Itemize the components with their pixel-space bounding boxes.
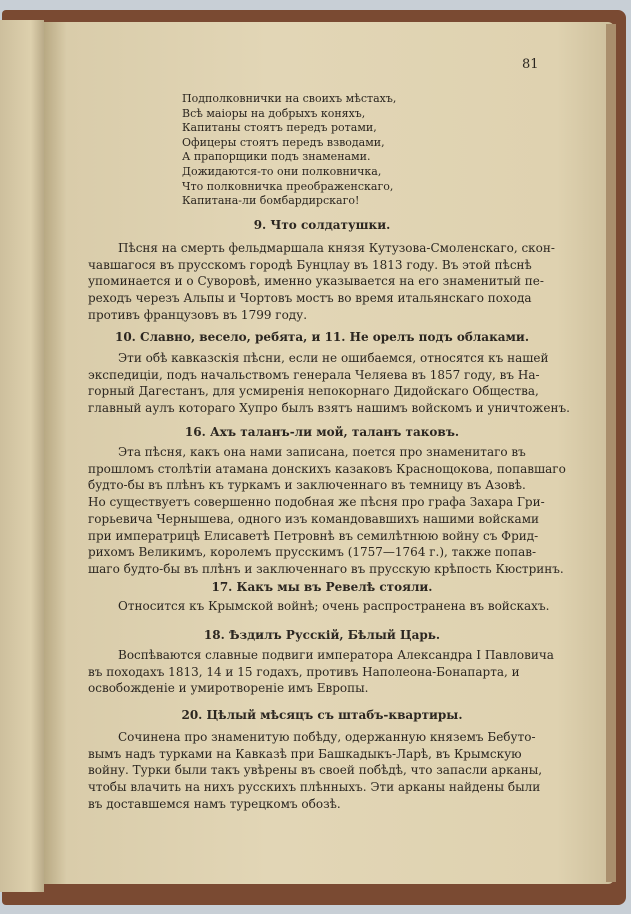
text-line: шаго будто-бы въ плѣнъ и заключеннаго въ прусскую крѣпость Кюстринъ. — [88, 561, 564, 576]
text-line: войну. Турки были такъ увѣрены въ своей побѣдѣ, что запасли арканы, — [88, 763, 543, 778]
left-page-edge — [0, 20, 44, 892]
text-line: реходъ черезъ Альпы и Чортовъ мостъ во время итальянскаго похода — [88, 291, 532, 306]
verse-line: Подполковнички на своихъ мѣстахъ, — [182, 92, 397, 105]
section-heading: 9. Что солдатушки. — [253, 218, 391, 232]
page-number: 81 — [522, 57, 539, 72]
text-line: главный аулъ котораго Хупро былъ взятъ нашимъ войскомъ и уничтоженъ. — [88, 401, 570, 416]
text-line: вымъ надъ турками на Кавказѣ при Башкадыкъ-Ларѣ, въ Крымскую — [88, 746, 522, 761]
text-line: Но существуетъ совершенно подобная же пѣсня про графа Захара Гри- — [88, 495, 545, 510]
text-line: въ походахъ 1813, 14 и 15 годахъ, противъ Наполеона-Бонапарта, и — [88, 664, 520, 679]
text-line: экспедиціи, подъ начальствомъ генерала Челяева въ 1857 году, въ На- — [88, 367, 540, 382]
section-heading: 16. Ахъ таланъ-ли мой, таланъ таковъ. — [184, 425, 460, 439]
text-line: въ доставшемся намъ турецкомъ обозѣ. — [88, 796, 341, 811]
section-paragraph — [88, 598, 556, 615]
text-line: будто-бы въ плѣнъ къ туркамъ и заключеннаго въ темницу въ Азовѣ. — [88, 478, 526, 493]
section-paragraph — [88, 729, 556, 813]
verse-line: Дожидаются-то они полковничка, — [182, 164, 382, 178]
verse-line: Капитана-ли бомбардирскаго! — [182, 194, 360, 208]
text-line: горьевича Чернышева, одного изъ командовавшихъ нашими войсками — [88, 511, 540, 526]
text-line: рихомъ Великимъ, королемъ прусскимъ (1757—1764 г.), также попав- — [88, 545, 537, 560]
text-line: Относится къ Крымской войнѣ; очень распространена въ войскахъ. — [118, 599, 550, 613]
section-heading: 10. Славно, весело, ребята, и 11. Не орелъ подъ облаками. — [114, 330, 530, 344]
verse-block — [182, 92, 482, 209]
text-line: прошломъ столѣтіи атамана донскихъ казаковъ Краснощокова, попавшаго — [88, 461, 566, 476]
text-line: Эти обѣ кавказскія пѣсни, если не ошибаемся, относятся къ нашей — [118, 351, 549, 365]
section-paragraph — [88, 444, 566, 578]
text-line: освобожденіе и умиротвореніе имъ Европы. — [88, 681, 369, 696]
verse-line: Что полковничка преображенскаго, — [182, 179, 394, 193]
text-line: чтобы влачить на нихъ русскихъ плѣнныхъ. Эти арканы найдены были — [88, 780, 541, 795]
text-line: чавшагося въ прусскомъ городѣ Бунцлау въ 1813 году. Въ этой пѣснѣ — [88, 257, 532, 272]
section-paragraph — [88, 647, 556, 697]
text-line: Пѣсня на смерть фельдмаршала князя Кутузова-Смоленскаго, скон- — [118, 241, 555, 255]
section-paragraph — [88, 350, 570, 417]
verse-line: Капитаны стоятъ передъ ротами, — [182, 121, 377, 135]
text-line: Эта пѣсня, какъ она нами записана, поется про знаменитаго въ — [118, 445, 526, 459]
text-line: упоминается и о Суворовѣ, именно указывается на его знаменитый пе- — [88, 274, 544, 289]
section-heading: 20. Цѣлый мѣсяцъ съ штабъ-квартиры. — [181, 708, 463, 722]
section-heading: 18. Ѣздилъ Русскій, Бѣлый Царь. — [203, 628, 441, 642]
text-line: противъ французовъ въ 1799 году. — [88, 307, 308, 322]
text-line: горный Дагестанъ, для усмиренія непокорнаго Дидойскаго Общества, — [88, 384, 539, 399]
page-edge-stack — [606, 24, 616, 882]
section-paragraph — [88, 240, 556, 324]
verse-line: А прапорщики подъ знаменами. — [182, 150, 371, 164]
section-heading: 17. Какъ мы въ Ревелѣ стояли. — [211, 580, 433, 594]
text-line: при императрицѣ Елисаветѣ Петровнѣ въ семилѣтнюю войну съ Фрид- — [88, 528, 539, 543]
verse-line: Всѣ маіоры на добрыхъ коняхъ, — [182, 106, 366, 120]
text-line: Воспѣваются славные подвиги императора Александра I Павловича — [118, 648, 554, 662]
text-line: Сочинена про знаменитую побѣду, одержанную княземъ Бебуто- — [118, 730, 536, 744]
verse-line: Офицеры стоятъ передъ взводами, — [182, 135, 385, 149]
